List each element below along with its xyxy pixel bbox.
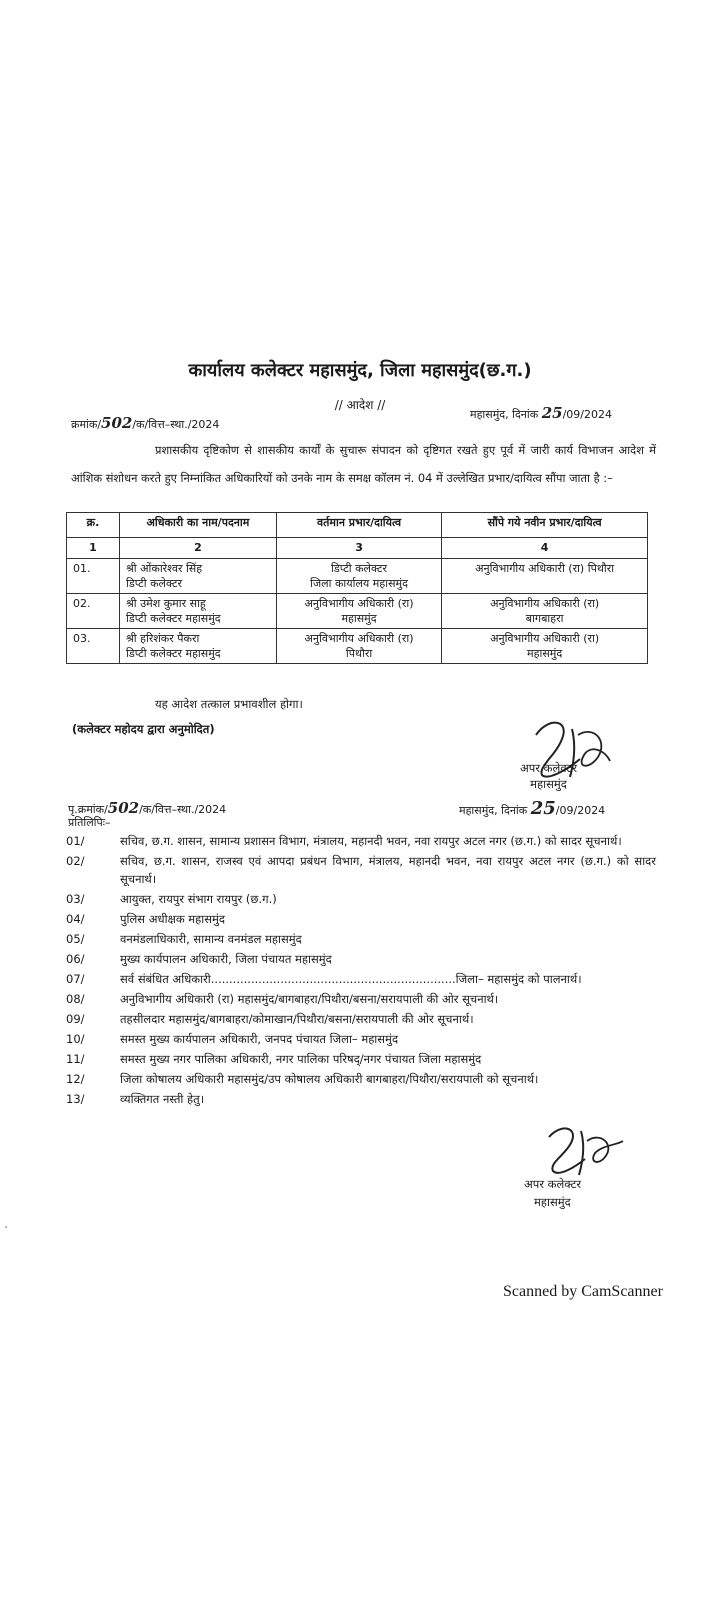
row-new xyxy=(442,594,648,629)
colnum-3: 3 xyxy=(276,538,441,559)
pratilipi-label: प्रतिलिपिः– xyxy=(68,816,111,829)
order-date xyxy=(470,404,612,422)
new-line-1: अनुविभागीय अधिकारी (रा) पिथौरा xyxy=(475,562,615,575)
list-item xyxy=(66,1050,656,1068)
row-sno: 02. xyxy=(67,594,120,629)
list-item-text: पुलिस अधीक्षक महासमुंद xyxy=(120,912,226,926)
table-row xyxy=(67,594,648,629)
list-item-number: 08/ xyxy=(66,992,85,1006)
list-item xyxy=(66,832,656,850)
officer-designation: डिप्टी कलेक्टर महासमुंद xyxy=(126,647,221,660)
list-item-number: 05/ xyxy=(66,932,85,946)
list-item-number: 03/ xyxy=(66,892,85,906)
list-item-text: व्यक्तिगत नस्ती हेतु। xyxy=(120,1092,205,1106)
order-paragraph xyxy=(71,436,656,492)
signatory-2-title: अपर कलेक्टर xyxy=(524,1177,582,1191)
list-item xyxy=(66,990,656,1008)
current-line-1: डिप्टी कलेक्टर xyxy=(331,562,388,575)
order-date-handwritten: 25 xyxy=(541,404,563,422)
signature-icon xyxy=(543,1123,627,1179)
header-name: अधिकारी का नाम/पदनाम xyxy=(120,513,277,538)
list-item-number: 02/ xyxy=(66,854,85,868)
new-line-2: महासमुंद xyxy=(527,647,563,660)
copy-date-prefix: महासमुंद, दिनांक xyxy=(459,804,528,817)
list-item-number: 12/ xyxy=(66,1072,85,1086)
signatory-2-place: महासमुंद xyxy=(534,1195,571,1209)
list-item-text: मुख्य कार्यपालन अधिकारी, जिला पंचायत महासमुंद xyxy=(120,952,332,966)
row-current xyxy=(276,629,441,664)
list-item-text: समस्त मुख्य नगर पालिका अधिकारी, नगर पालिका परिषद्/नगर पंचायत जिला महासमुंद xyxy=(120,1052,482,1066)
new-line-2: बागबाहरा xyxy=(525,612,564,625)
current-line-2: जिला कार्यालय महासमुंद xyxy=(310,577,408,590)
row-officer xyxy=(120,559,277,594)
current-line-1: अनुविभागीय अधिकारी (रा) xyxy=(304,632,414,645)
copy-date xyxy=(459,798,605,819)
scan-speck xyxy=(5,1226,7,1228)
list-item-text: सर्व संबंधित अधिकारी...................................................................जिला– महासमुंद को पालनार्थ। xyxy=(120,972,582,986)
order-number-prefix: क्रमांक/ xyxy=(71,418,102,431)
list-item xyxy=(66,910,656,928)
row-sno: 03. xyxy=(67,629,120,664)
officer-name: श्री ओंकारेश्वर सिंह xyxy=(126,562,203,575)
header-current: वर्तमान प्रभार/दायित्व xyxy=(276,513,441,538)
current-line-2: पिथौरा xyxy=(345,647,373,660)
scanner-watermark: Scanned by CamScanner xyxy=(503,1283,663,1300)
colnum-4: 4 xyxy=(442,538,648,559)
row-officer xyxy=(120,629,277,664)
list-item xyxy=(66,1070,656,1088)
row-new xyxy=(442,559,648,594)
list-item xyxy=(66,852,656,888)
current-line-2: महासमुंद xyxy=(341,612,377,625)
list-item xyxy=(66,890,656,908)
colnum-1: 1 xyxy=(67,538,120,559)
colnum-2: 2 xyxy=(120,538,277,559)
officer-designation: डिप्टी कलेक्टर xyxy=(126,577,183,590)
row-current xyxy=(276,594,441,629)
list-item-text: सचिव, छ.ग. शासन, राजस्व एवं आपदा प्रबंधन विभाग, मंत्रालय, महानदी भवन, नवा रायपुर अटल नगर (छ.ग.) को सादर सूचनार्थ। xyxy=(120,854,656,886)
new-line-1: अनुविभागीय अधिकारी (रा) xyxy=(490,632,600,645)
list-item-number: 04/ xyxy=(66,912,85,926)
header-sno: क्र. xyxy=(67,513,120,538)
list-item xyxy=(66,1030,656,1048)
copy-date-handwritten: 25 xyxy=(530,798,556,819)
list-item xyxy=(66,930,656,948)
order-heading: // आदेश // xyxy=(334,398,386,412)
list-item xyxy=(66,1090,656,1108)
list-item-text: वनमंडलाधिकारी, सामान्य वनमंडल महासमुंद xyxy=(120,932,302,946)
signatory-1-title: अपर कलेक्टर xyxy=(520,761,578,775)
officer-table xyxy=(66,512,648,664)
order-number-suffix: /क/वित्त–स्था./2024 xyxy=(132,418,220,431)
list-item xyxy=(66,1010,656,1028)
order-paragraph-text: प्रशासकीय दृष्टिकोण से शासकीय कार्यों के सुचारू संपादन को दृष्टिगत रखते हुए पूर्व में जारी कार्य विभाजन आदेश में आंशिक संशोधन करते हुए निम्नांकित अधिकारियों को उनके नाम के समक्ष कॉलम नं. 04 में उल्लेखित प्रभार/दायित्व सौंपा जाता है :– xyxy=(71,443,656,485)
effect-statement: यह आदेश तत्काल प्रभावशील होगा। xyxy=(155,697,303,711)
list-item-number: 13/ xyxy=(66,1092,85,1106)
new-line-1: अनुविभागीय अधिकारी (रा) xyxy=(490,597,600,610)
order-number xyxy=(71,414,219,432)
table-header-row xyxy=(67,513,648,538)
approval-note: (कलेक्टर महोदय द्वारा अनुमोदित) xyxy=(72,722,215,736)
list-item-number: 01/ xyxy=(66,834,85,848)
list-item-text: अनुविभागीय अधिकारी (रा) महासमुंद/बागबाहरा/पिथौरा/बसना/सरायपाली की ओर सूचनार्थ। xyxy=(120,992,499,1006)
order-date-prefix: महासमुंद, दिनांक xyxy=(470,408,539,421)
copy-date-suffix: /09/2024 xyxy=(555,804,606,817)
office-title: कार्यालय कलेक्टर महासमुंद, जिला महासमुंद(छ.ग.) xyxy=(188,360,532,381)
list-item-text: तहसीलदार महासमुंद/बागबाहरा/कोमाखान/पिथौरा/बसना/सरायपाली की ओर सूचनार्थ। xyxy=(120,1012,474,1026)
copy-number-prefix: पृ.क्रमांक/ xyxy=(68,803,108,816)
list-item-text: जिला कोषालय अधिकारी महासमुंद/उप कोषालय अधिकारी बागबाहरा/पिथौरा/सरायपाली को सूचनार्थ। xyxy=(120,1072,539,1086)
list-item xyxy=(66,970,656,988)
officer-name: श्री हरिशंकर पैकरा xyxy=(126,632,200,645)
order-date-suffix: /09/2024 xyxy=(562,408,612,421)
officer-name: श्री उमेश कुमार साहू xyxy=(126,597,206,610)
row-sno: 01. xyxy=(67,559,120,594)
signatory-2 xyxy=(524,1175,581,1211)
list-item-text: आयुक्त, रायपुर संभाग रायपुर (छ.ग.) xyxy=(120,892,277,906)
copy-number-suffix: /क/वित्त–स्था./2024 xyxy=(139,803,227,816)
copy-list xyxy=(66,832,656,1110)
signatory-1-place: महासमुंद xyxy=(530,777,567,791)
list-item-number: 09/ xyxy=(66,1012,85,1026)
signatory-1 xyxy=(520,760,577,792)
list-item-number: 10/ xyxy=(66,1032,85,1046)
list-item-text: सचिव, छ.ग. शासन, सामान्य प्रशासन विभाग, मंत्रालय, महानदी भवन, नवा रायपुर अटल नगर (छ.ग.) को सादर सूचनार्थ। xyxy=(120,834,622,848)
copy-number-handwritten: 502 xyxy=(107,799,140,817)
list-item-number: 11/ xyxy=(66,1052,85,1066)
list-item-number: 07/ xyxy=(66,972,85,986)
table-row xyxy=(67,559,648,594)
list-item xyxy=(66,950,656,968)
table-colnum-row xyxy=(67,538,648,559)
header-new: सौंपे गये नवीन प्रभार/दायित्व xyxy=(442,513,648,538)
list-item-text: समस्त मुख्य कार्यपालन अधिकारी, जनपद पंचायत जिला– महासमुंद xyxy=(120,1032,399,1046)
row-current xyxy=(276,559,441,594)
row-officer xyxy=(120,594,277,629)
officer-designation: डिप्टी कलेक्टर महासमुंद xyxy=(126,612,221,625)
list-item-number: 06/ xyxy=(66,952,85,966)
table-row xyxy=(67,629,648,664)
current-line-1: अनुविभागीय अधिकारी (रा) xyxy=(304,597,414,610)
order-number-handwritten: 502 xyxy=(101,414,133,432)
row-new xyxy=(442,629,648,664)
